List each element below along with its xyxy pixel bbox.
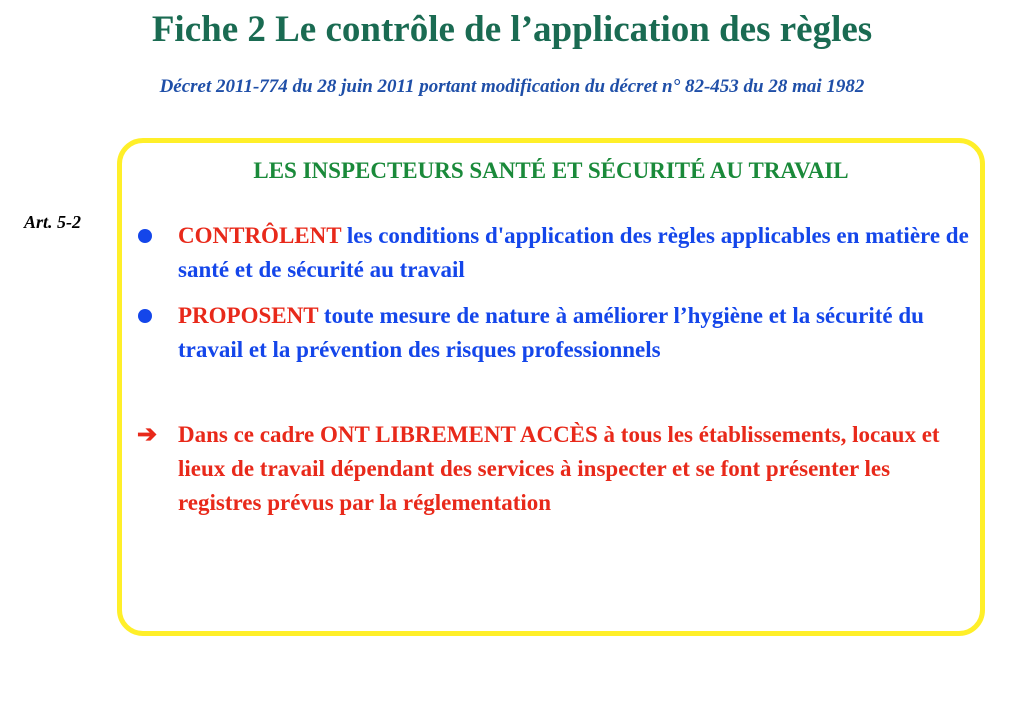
content-frame	[117, 138, 985, 636]
list-item-acces: Dans ce cadre ONT LIBREMENT ACCÈS à tous les établissements, locaux et lieux de travail dépendant des services à inspecter et se font présenter les registres prévus par la réglementation	[178, 422, 940, 515]
item-keyword: PROPOSENT	[178, 303, 319, 328]
item-keyword: CONTRÔLENT	[178, 223, 342, 248]
bullet-icon	[138, 229, 152, 243]
page-title: Fiche 2 Le contrôle de l’application des règles	[151, 9, 873, 50]
arrow-right-icon: ➔	[137, 422, 158, 448]
box-heading: LES INSPECTEURS SANTÉ ET SÉCURITÉ AU TRAVAIL	[253, 158, 849, 183]
item-text: les conditions d'application des règles applicables en matière de santé et de sécurité au travail	[178, 223, 969, 282]
item-text: toute mesure de nature à améliorer l’hygiène et la sécurité du travail et la prévention des risques professionnels	[178, 303, 924, 362]
list-item-proposent	[178, 299, 973, 367]
article-reference: Art. 5-2	[24, 212, 82, 232]
bullet-icon	[138, 309, 152, 323]
decree-subtitle: Décret 2011-774 du 28 juin 2011 portant modification du décret n° 82-453 du 28 mai 1982	[159, 76, 865, 97]
list-item-controlent	[178, 219, 973, 287]
